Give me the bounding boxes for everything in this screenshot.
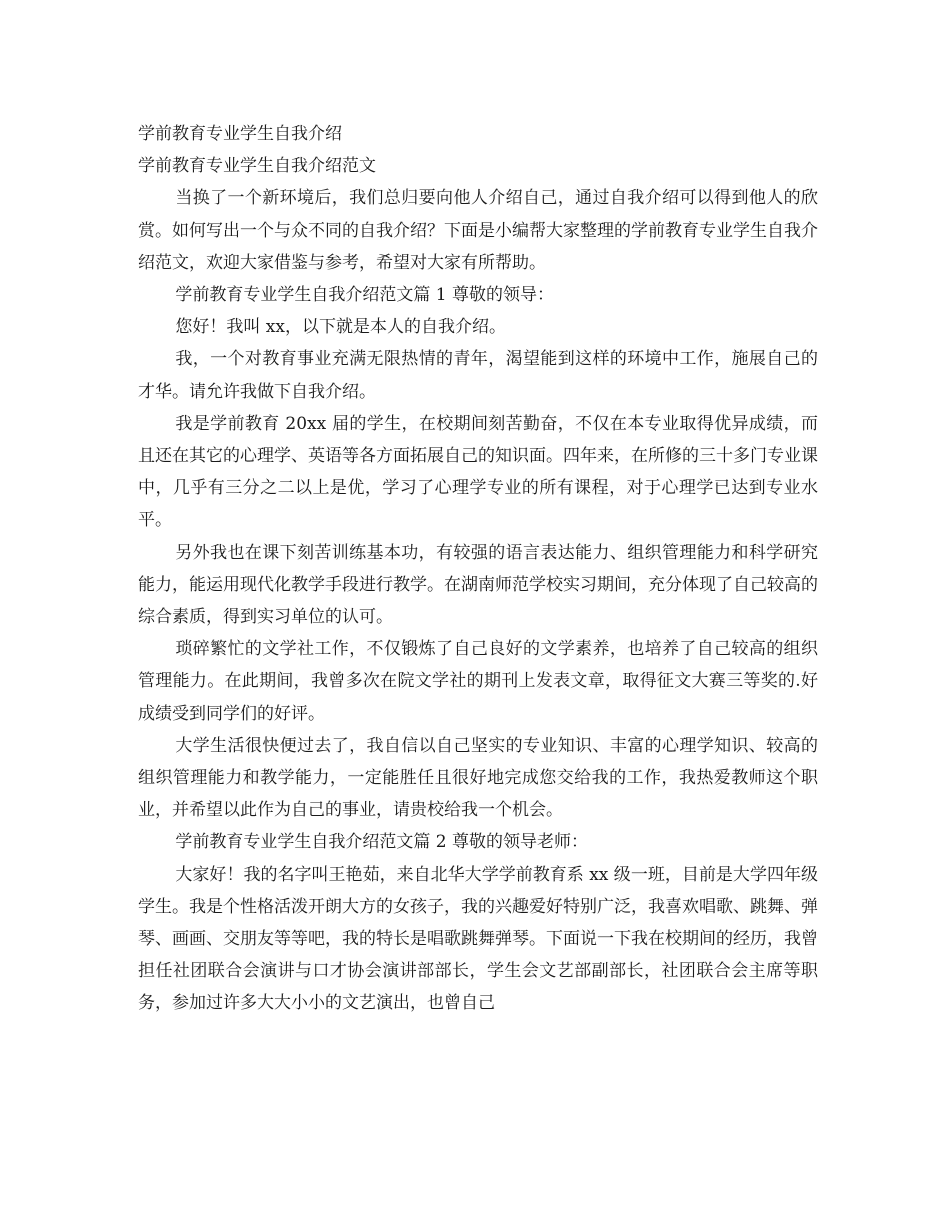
document-title: 学前教育专业学生自我介绍 (138, 124, 342, 144)
paragraph-skills: 另外我也在课下刻苦训练基本功，有较强的语言表达能力、组织管理能力和科学研究能力，能运用现代化教学手段进行教学。在湖南师范学校实习期间，充分体现了自己较高的综合素质，得到实习单位的认可。 (138, 542, 818, 628)
paragraph-greeting: 您好！我叫 xx，以下就是本人的自我介绍。 (175, 317, 506, 338)
paragraph-sample1-heading: 学前教育专业学生自我介绍范文篇 1 尊敬的领导： (175, 285, 555, 306)
paragraph-intro: 当换了一个新环境后，我们总归要向他人介绍自己，通过自我介绍可以得到他人的欣赏。如何写出一个与众不同的自我介绍？下面是小编帮大家整理的学前教育专业学生自我介绍范文，欢迎大家借鉴与参考，希望对大家有所帮助。 (138, 188, 818, 273)
paragraph-sample2-heading: 学前教育专业学生自我介绍范文篇 2 尊敬的领导老师： (175, 832, 589, 853)
paragraph-sample2-body: 大家好！我的名字叫王艳茹，来自北华大学学前教育系 xx 级一班，目前是大学四年级学生。我是个性格活泼开朗大方的女孩子，我的兴趣爱好特别广泛，我喜欢唱歌、跳舞、弹琴、画画、交朋友等等吧，我的特长是唱歌跳舞弹琴。下面说一下我在校期间的经历，我曾担任社团联合会演讲与口才协会演讲部部长，学生会文艺部副部长，社团联合会主席等职务，参加过许多大大小小的文艺演出，也曾自己 (138, 864, 818, 1014)
paragraph-literary-club: 琐碎繁忙的文学社工作，不仅锻炼了自己良好的文学素养，也培养了自己较高的组织管理能力。在此期间，我曾多次在院文学社的期刊上发表文章，取得征文大赛三等奖的.好成绩受到同学们的好评。 (138, 639, 818, 724)
paragraph-conclusion: 大学生活很快便过去了，我自信以自己坚实的专业知识、丰富的心理学知识、较高的组织管理能力和教学能力，一定能胜任且很好地完成您交给我的工作，我热爱教师这个职业，并希望以此作为自己的事业，请贵校给我一个机会。 (138, 735, 818, 821)
document-body (138, 118, 818, 1020)
paragraph-self-intro: 我，一个对教育事业充满无限热情的青年，渴望能到这样的环境中工作，施展自己的才华。请允许我做下自我介绍。 (138, 349, 818, 402)
document-subtitle: 学前教育专业学生自我介绍范文 (138, 156, 376, 177)
paragraph-study: 我是学前教育 20xx 届的学生，在校期间刻苦勤奋，不仅在本专业取得优异成绩，而且还在其它的心理学、英语等各方面拓展自己的知识面。四年来，在所修的三十多门专业课中，几乎有三分之二以上是优，学习了心理学专业的所有课程，对于心理学已达到专业水平。 (138, 413, 818, 531)
